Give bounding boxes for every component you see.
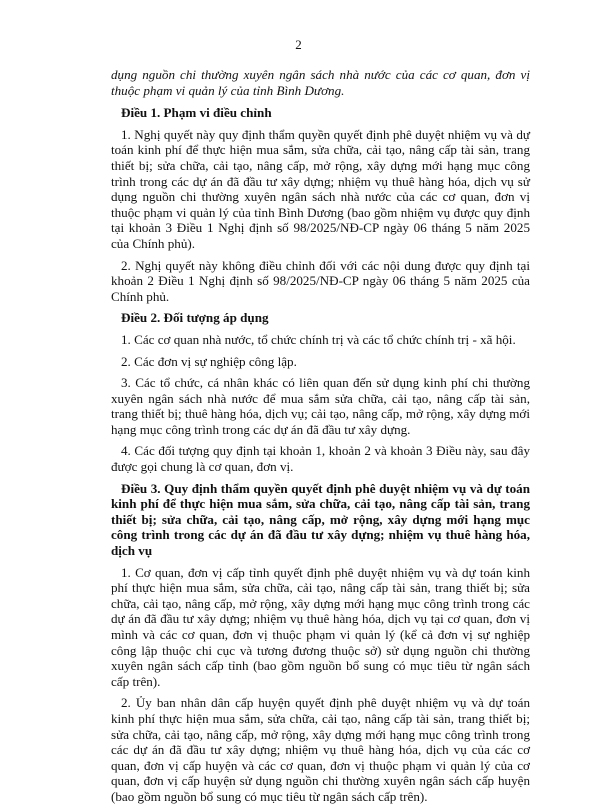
document-body (111, 67, 530, 811)
article-2-clause-4: 4. Các đối tượng quy định tại khoản 1, khoản 2 và khoản 3 Điều này, sau đây được gọi chung là cơ quan, đơn vị. (111, 443, 530, 475)
article-1-clause-1: 1. Nghị quyết này quy định thẩm quyền quyết định phê duyệt nhiệm vụ và dự toán kinh phí để thực hiện mua sắm, sửa chữa, cải tạo, nâng cấp tài sản, trang thiết bị; sửa chữa, cải tạo, nâng cấp, mở rộng, xây dựng mới hạng mục công trình trong các dự án đã đầu tư xây dựng; nhiệm vụ thuê hàng hóa, dịch vụ sử dụng nguồn chi thường xuyên ngân sách nhà nước của các cơ quan, đơn vị thuộc phạm vi quản lý của tỉnh Bình Dương (bao gồm nhiệm vụ được quy định tại khoản 3 Điều 1 Nghị định số 98/2025/NĐ-CP ngày 06 tháng 5 năm 2025 của Chính phủ). (111, 126, 530, 251)
intro-paragraph: dụng nguồn chi thường xuyên ngân sách nhà nước của các cơ quan, đơn vị thuộc phạm vi quản lý của tỉnh Bình Dương. (111, 67, 530, 98)
article-2-clause-1: 1. Các cơ quan nhà nước, tổ chức chính trị và các tổ chức chính trị - xã hội. (121, 331, 516, 347)
article-1-heading: Điều 1. Phạm vi điều chỉnh (121, 105, 272, 121)
article-2-clause-3: 3. Các tổ chức, cá nhân khác có liên quan đến sử dụng kinh phí chi thường xuyên ngân sách nhà nước để mua sắm sửa chữa, cải tạo, nâng cấp tài sản, trang thiết bị; thuê hàng hóa, dịch vụ; cải tạo, nâng cấp, mở rộng, xây dựng mới hạng mục công trình trong các dự án đã đầu tư xây dựng. (111, 375, 530, 437)
article-1-clause-2: 2. Nghị quyết này không điều chỉnh đối với các nội dung được quy định tại khoản 2 Điều 1 Nghị định số 98/2025/NĐ-CP ngày 06 tháng 5 năm 2025 của Chính phủ. (111, 257, 530, 304)
article-3-heading: Điều 3. Quy định thẩm quyền quyết định phê duyệt nhiệm vụ và dự toán kinh phí để thực hiện mua sắm, sửa chữa, cải tạo, nâng cấp tài sản, trang thiết bị; sửa chữa, cải tạo, nâng cấp, mở rộng, xây dựng mới hạng mục công trình trong các dự án đã đầu tư xây dựng; nhiệm vụ thuê hàng hóa, dịch vụ (111, 480, 530, 559)
page-number: 2 (295, 37, 302, 52)
article-3-clause-2: 2. Ủy ban nhân dân cấp huyện quyết định phê duyệt nhiệm vụ và dự toán kinh phí thực hiện mua sắm, sửa chữa, cải tạo, nâng cấp tài sản, trang thiết bị; sửa chữa, cải tạo, nâng cấp, mở rộng, xây dựng mới hạng mục công trình trong các dự án đã đầu tư xây dựng; nhiệm vụ thuê hàng hóa, dịch vụ của các cơ quan, đơn vị cấp huyện và các cơ quan, đơn vị thuộc phạm vi quản lý của cơ quan, đơn vị cấp huyện sử dụng nguồn chi thường xuyên ngân sách cấp huyện (bao gồm nguồn bổ sung có mục tiêu từ ngân sách cấp trên). (111, 695, 530, 804)
article-2-clause-2: 2. Các đơn vị sự nghiệp công lập. (121, 353, 297, 369)
article-2-heading: Điều 2. Đối tượng áp dụng (121, 310, 269, 326)
article-3-clause-1: 1. Cơ quan, đơn vị cấp tỉnh quyết định phê duyệt nhiệm vụ và dự toán kinh phí thực hiện mua sắm, sửa chữa, cải tạo, nâng cấp tài sản, trang thiết bị; sửa chữa, cải tạo, nâng cấp, mở rộng, xây dựng mới hạng mục công trình trong các dự án đã đầu tư xây dựng; nhiệm vụ thuê hàng hóa, dịch vụ tại cơ quan, đơn vị mình và các cơ quan, đơn vị thuộc phạm vi quản lý (kể cả đơn vị sự nghiệp công lập thuộc chi cục và tương đương thuộc sở) sử dụng nguồn chi thường xuyên ngân sách cấp tỉnh (bao gồm nguồn bổ sung có mục tiêu từ ngân sách cấp trên). (111, 564, 530, 689)
